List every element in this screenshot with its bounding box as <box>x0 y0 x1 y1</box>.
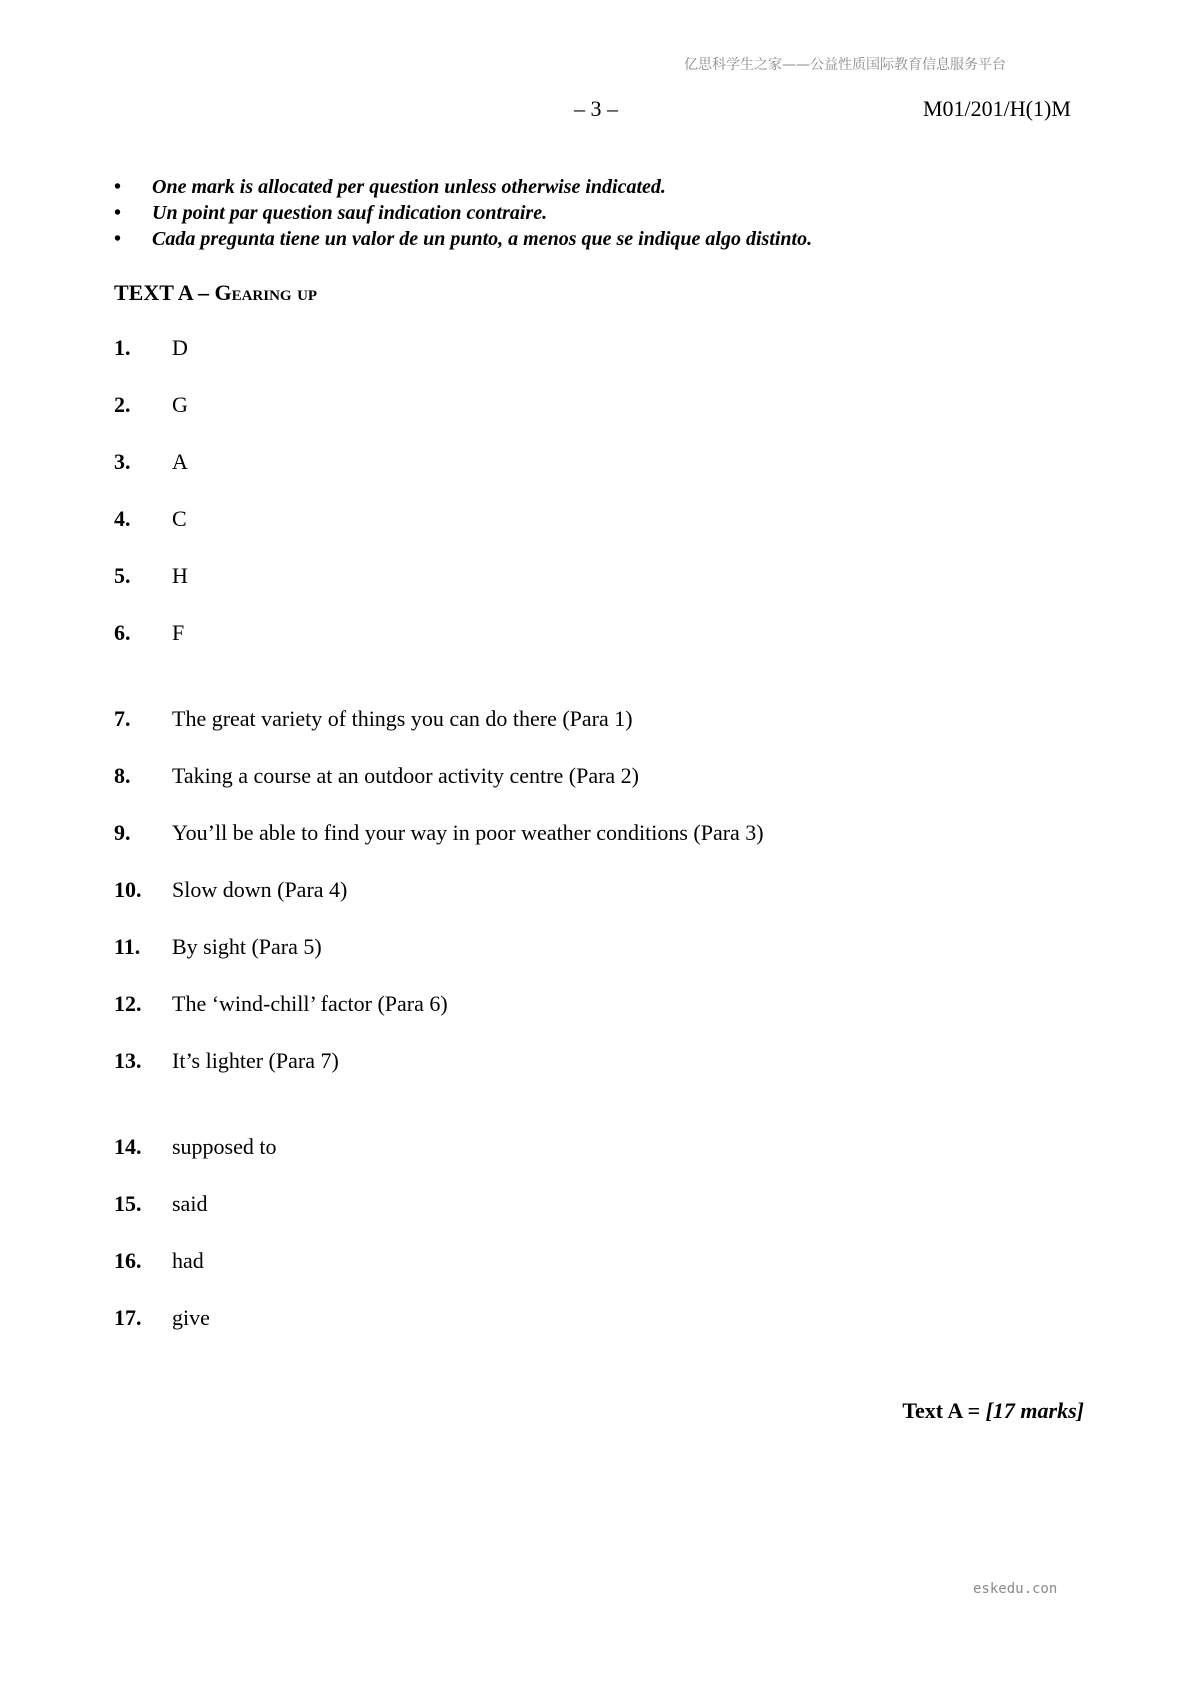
instruction-text: Un point par question sauf indication contraire. <box>152 202 548 224</box>
answer-text: D <box>172 335 188 360</box>
answer-number: 13. <box>114 1048 142 1073</box>
answer-text: had <box>172 1248 204 1273</box>
bullet-icon: • <box>114 228 122 250</box>
answer-number: 8. <box>114 763 131 788</box>
answer-number: 15. <box>114 1191 142 1216</box>
answer-text: C <box>172 506 187 531</box>
instruction-text: Cada pregunta tiene un valor de un punto, a menos que se indique algo distinto. <box>152 228 813 250</box>
answer-number: 2. <box>114 392 131 417</box>
answer-number: 11. <box>114 934 141 959</box>
instruction-item <box>114 226 1114 252</box>
answer-text: The great variety of things you can do there (Para 1) <box>172 706 633 731</box>
total-marks <box>902 1398 1084 1424</box>
answer-text: It’s lighter (Para 7) <box>172 1048 339 1073</box>
instruction-text: One mark is allocated per question unless otherwise indicated. <box>152 176 666 198</box>
answer-text: You’ll be able to find your way in poor weather conditions (Para 3) <box>172 820 764 845</box>
answer-number: 4. <box>114 506 131 531</box>
answer-number: 9. <box>114 820 131 845</box>
top-watermark: 亿思科学生之家——公益性质国际教育信息服务平台 <box>684 57 1006 73</box>
answer-text: Slow down (Para 4) <box>172 877 348 902</box>
section-prefix: TEXT A – <box>114 280 215 305</box>
answer-text: G <box>172 392 188 417</box>
answer-text: give <box>172 1305 210 1330</box>
bottom-watermark: eskedu.con <box>973 1581 1058 1597</box>
page-number: – 3 – <box>574 96 618 121</box>
instruction-item <box>114 174 1114 200</box>
answer-number: 16. <box>114 1248 142 1273</box>
instructions-list <box>114 174 1114 252</box>
answer-text: Taking a course at an outdoor activity centre (Para 2) <box>172 763 639 788</box>
answer-text: A <box>172 449 188 474</box>
answer-text: supposed to <box>172 1134 277 1159</box>
answer-text: By sight (Para 5) <box>172 934 322 959</box>
instruction-item <box>114 200 1114 226</box>
answer-text: H <box>172 563 188 588</box>
answer-text: The ‘wind-chill’ factor (Para 6) <box>172 991 448 1016</box>
answer-text: said <box>172 1191 208 1216</box>
answer-number: 1. <box>114 335 131 360</box>
document-code: M01/201/H(1)M <box>923 96 1071 121</box>
total-marks-value: [17 marks] <box>985 1398 1084 1423</box>
section-title: Gearing up <box>214 280 318 305</box>
answer-text: F <box>172 620 185 645</box>
answer-number: 5. <box>114 563 131 588</box>
bullet-icon: • <box>114 202 122 224</box>
answer-number: 6. <box>114 620 131 645</box>
answer-number: 17. <box>114 1305 142 1330</box>
answer-number: 10. <box>114 877 142 902</box>
answer-number: 14. <box>114 1134 142 1159</box>
answer-number: 7. <box>114 706 131 731</box>
answer-number: 3. <box>114 449 131 474</box>
section-heading <box>114 280 317 306</box>
total-label: Text A = <box>902 1398 986 1423</box>
answer-number: 12. <box>114 991 142 1016</box>
bullet-icon: • <box>114 176 122 198</box>
